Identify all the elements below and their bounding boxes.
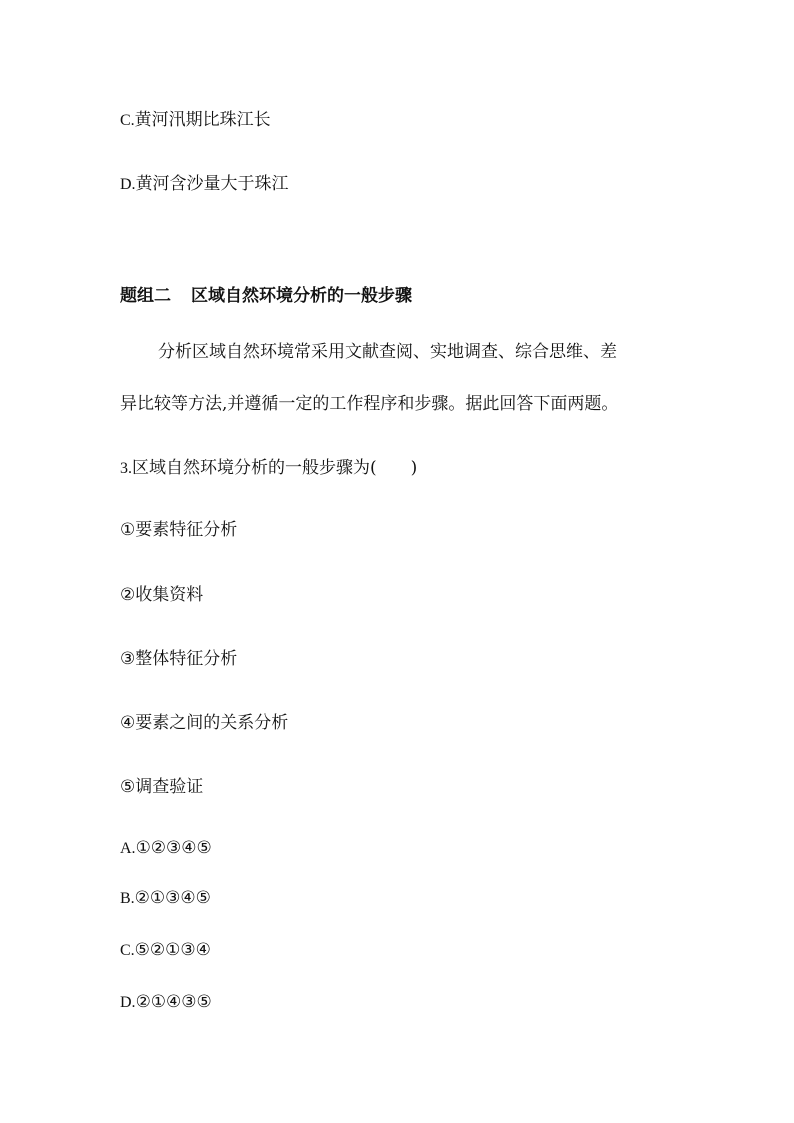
item-mark: ② <box>120 585 136 605</box>
answer-paren-close: ) <box>410 458 418 478</box>
option-value: ⑤②①③④ <box>134 940 211 960</box>
option-label: A. <box>120 840 136 857</box>
option-value: ②①④③⑤ <box>135 992 212 1012</box>
option-value: ①②③④⑤ <box>135 838 212 858</box>
section-title: 区域自然环境分析的一般步骤 <box>191 286 412 306</box>
intro-line-2: 异比较等方法,并遵循一定的工作程序和步骤。据此回答下面两题。 <box>120 394 619 414</box>
section-label: 题组二 <box>120 286 171 306</box>
item-text: 整体特征分析 <box>135 649 238 669</box>
question-3-stem <box>120 456 417 481</box>
option-label: C. <box>120 942 135 959</box>
answer-option-c[interactable] <box>120 938 211 963</box>
option-label: C. <box>120 112 135 129</box>
question-stem: 区域自然环境分析的一般步骤为 <box>132 458 370 478</box>
item-mark: ③ <box>120 649 136 669</box>
intro-paragraph-cont <box>120 392 680 416</box>
option-text: 黄河汛期比珠江长 <box>134 110 271 130</box>
option-text: 黄河含沙量大于珠江 <box>135 174 289 194</box>
intro-line-1: 分析区域自然环境常采用文献查阅、实地调查、综合思维、差 <box>158 342 617 362</box>
item-text: 调查验证 <box>135 777 204 797</box>
section-heading <box>120 284 412 308</box>
prev-option-d <box>120 172 289 197</box>
list-item <box>120 647 237 671</box>
answer-paren-open: ( <box>370 458 377 478</box>
answer-option-d[interactable] <box>120 990 212 1015</box>
item-text: 要素特征分析 <box>135 520 238 540</box>
option-label: B. <box>120 890 135 907</box>
item-text: 要素之间的关系分析 <box>135 713 289 733</box>
intro-paragraph <box>120 340 680 364</box>
prev-option-c <box>120 108 271 133</box>
answer-option-a[interactable] <box>120 836 212 861</box>
list-item <box>120 583 203 607</box>
answer-option-b[interactable] <box>120 886 211 911</box>
list-item <box>120 775 203 799</box>
item-mark: ⑤ <box>120 777 136 797</box>
item-mark: ① <box>120 520 136 540</box>
list-item <box>120 711 288 735</box>
option-label: D. <box>120 176 136 193</box>
option-value: ②①③④⑤ <box>134 888 211 908</box>
option-label: D. <box>120 994 136 1011</box>
item-text: 收集资料 <box>135 585 204 605</box>
item-mark: ④ <box>120 713 136 733</box>
list-item <box>120 518 237 542</box>
question-number: 3. <box>120 460 132 477</box>
